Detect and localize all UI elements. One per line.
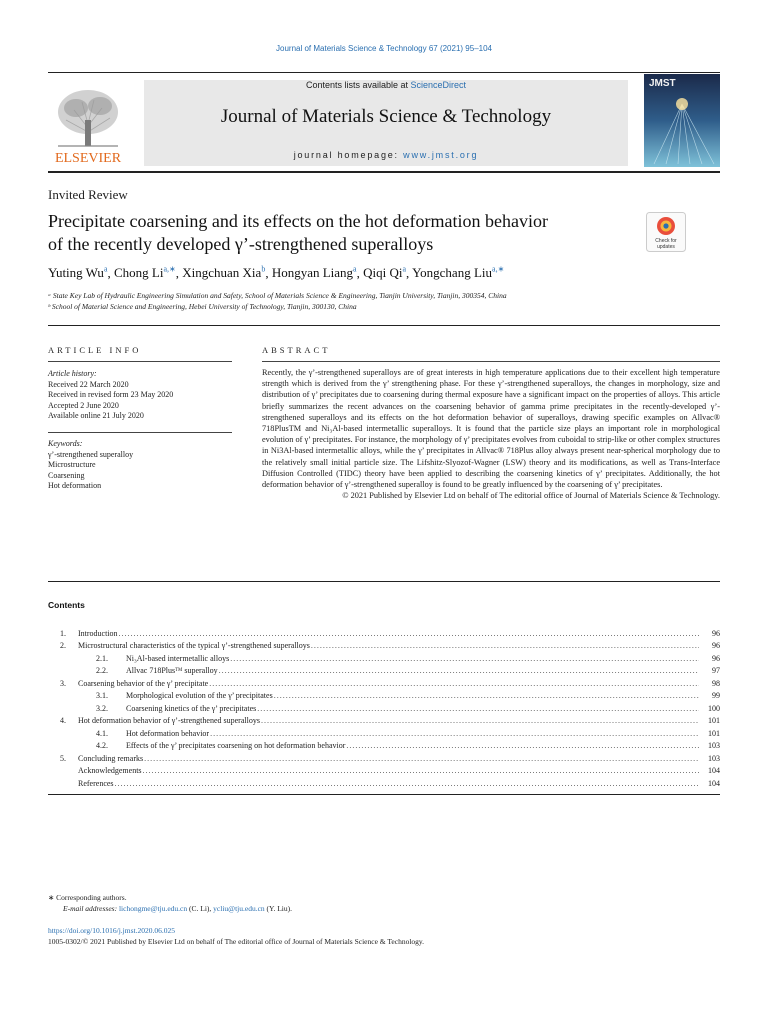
toc-label[interactable]: References [78,778,114,788]
article-info-heading: ARTICLE INFO [48,345,142,355]
issn-copyright: 1005-0302/© 2021 Published by Elsevier Ltd on behalf of The editorial office of Journal of Materials Science & Technology. [48,937,425,946]
abstract-heading: ABSTRACT [262,345,331,355]
toc-entry[interactable] [48,763,720,776]
email-link-li[interactable]: lichongme@tju.edu.cn [118,904,188,913]
author-affiliation-marker[interactable]: b [261,265,266,274]
corresponding-note: ∗ Corresponding authors. [48,893,127,902]
article-history [48,369,232,422]
check-label-2: updates [657,244,675,250]
affiliation-b: ᵇ School of Material Science and Engineering, Hebei University of Technology, Tianjin, 300130, China [48,302,357,311]
toc-leader [257,704,699,713]
sciencedirect-link[interactable]: ScienceDirect [410,80,467,90]
header-top-rule [48,72,720,73]
author-name[interactable]: Hongyan Liang$^a$ [271,265,357,281]
toc-number: 2. [60,641,66,650]
toc-number: 5. [60,753,66,763]
journal-title: Journal of Materials Science & Technology [220,106,552,127]
history-online: Available online 21 July 2020 [48,411,144,420]
author-affiliation-marker[interactable]: a [402,265,407,274]
toc-label[interactable]: Acknowledgements [78,766,142,775]
author-affiliation-marker[interactable]: a [103,265,108,274]
toc-leader [346,741,699,750]
toc-label[interactable]: Microstructural characteristics of the typical γ’-strengthened superalloys [78,641,310,650]
email-link-liu[interactable]: ycliu@tju.edu.cn [213,904,265,913]
author-name[interactable]: Qiqi Qi$^a$ [363,265,407,281]
keyword: γ’-strengthened superalloy [48,449,134,459]
author-name[interactable]: Xingchuan Xia$^b$ [182,265,266,281]
toc-subnumber: 3.2. [96,703,108,713]
toc-entry[interactable] [48,713,720,726]
toc-subnumber: 4.2. [96,741,108,750]
toc-label[interactable]: Coarsening kinetics of the γ’ precipitates [126,703,257,713]
toc-leader [274,691,699,700]
toc-leader [261,716,699,725]
toc-leader [144,754,699,763]
keyword: Coarsening [48,470,85,480]
toc-entry[interactable] [48,775,720,788]
keywords-label: Keywords: [48,439,83,448]
toc-label[interactable]: Allvac 718Plusᵀᴹ superalloy [126,666,218,675]
toc-label[interactable]: Concluding remarks [78,753,144,763]
toc-label[interactable]: Effects of the γ’ precipitates coarsening on hot deformation behavior [126,741,346,750]
toc-page: 96 [712,641,720,650]
toc-entry[interactable] [48,750,720,763]
header-bottom-rule [48,171,720,173]
contents-bottom-rule [48,794,720,795]
elsevier-logo [48,80,128,165]
toc-subnumber: 2.2. [96,666,108,675]
history-revised: Received in revised form 23 May 2020 [48,390,174,399]
toc-leader [311,641,699,650]
toc-page: 101 [708,716,720,725]
toc-page: 104 [708,778,720,788]
table-of-contents [48,625,720,788]
toc-subnumber: 4.1. [96,728,108,738]
section-rule [48,325,720,326]
keywords-rule [48,432,232,433]
affiliation-a: ᵃ State Key Lab of Hydraulic Engineering Simulation and Safety, School of Materials Science & Engineering, Tianjin University, Tianjin, 300354, China [48,291,507,300]
contents-top-rule [48,581,720,582]
toc-label[interactable]: Ni₃Al-based intermetallic alloys [126,653,230,663]
toc-number: 4. [60,716,66,725]
abstract-rule [262,361,720,362]
abstract-text: Recently, the γ’-strengthened superalloys are of great interests in high temperature applications due to their excellent high temperature strength which is derived from the γ’ strengthening phase. For these γ’-strengthened superalloys, the changes in morphology, size and distribution of γ’ precipitates due to coarsening during thermal exposure have a significant impact on the properties of alloys. This article briefly summarizes the recent advances on the coarsening behavior of gamma prime precipitates in the recently-developed γ’-strengthened superalloys and its effects on the hot deformation behavior of superalloys, drawing specific examples on Allvac® 718PlusTM and Ni₃Al-based intermetallic superalloys. It is found that the particle size plays an important role in morphological evolution of γ’ precipitates. For instance, the morphology of γ’ precipitates evolves from cuboidal to strip-like or other complex structures in Ni3Al-based intermetallic alloys, while the γ’ precipitates in Allvac® 718Plus alloy always present near-spherical morphology due to the relatively small initial particle size. The Lifshitz-Slyozof-Wagner (LSW) theory and its modifications, as well as Trans-Interface Diffusion Controlled (TIDC) theory have been applied to describing the coarsening kinetics of γ’ precipitates. Additionally, the hot deformation behavior of γ’-strengthened superalloy is found to be greatly influenced by the coarsening of γ’ precipitates. [262,368,720,490]
journal-cover[interactable] [644,74,720,167]
author-name[interactable]: Yongchang Liu$^{a,∗}$ [412,265,505,281]
toc-page: 104 [708,766,720,775]
author-affiliation-marker[interactable]: a,∗ [163,265,176,274]
check-for-updates-badge[interactable] [646,212,686,252]
author-affiliation-marker[interactable]: a [353,265,357,274]
toc-leader [209,679,699,688]
toc-page: 96 [712,653,720,663]
toc-page: 98 [712,678,720,688]
toc-label[interactable]: Coarsening behavior of the γ’ precipitate [78,678,209,688]
keyword: Microstructure [48,460,96,469]
toc-number: 3. [60,678,66,688]
author-list: Yuting Wu$^a$, Chong $Li^{a,∗}$, Xingchuan Xia$^b$, Hongyan Liang$^a$, Qiqi Qi$^a$, Yongchang Liu$^{a,∗}$ [48,265,505,281]
journal-homepage: journal homepage: www.jmst.org [293,150,479,160]
check-for-updates-icon [646,212,686,252]
toc-label[interactable]: Hot deformation behavior [126,728,210,738]
contents-heading: Contents [48,600,85,610]
paper-title-line-1: Precipitate coarsening and its effects on the hot deformation behavior [48,211,549,231]
author-name[interactable]: Chong $Li^{a,∗}$ [114,265,176,281]
check-label-1: Check for [655,238,677,244]
toc-entry[interactable] [48,738,720,751]
toc-subnumber: 3.1. [96,691,108,700]
toc-label[interactable]: Morphological evolution of the γ’ precipitates [126,691,273,700]
history-received: Received 22 March 2020 [48,379,129,389]
toc-page: 100 [708,703,720,713]
homepage-link[interactable]: www.jmst.org [403,150,479,160]
toc-leader [230,654,699,663]
doi-link[interactable]: https://doi.org/10.1016/j.jmst.2020.06.025 [48,926,175,935]
toc-page: 103 [708,753,720,763]
toc-entry[interactable] [48,688,720,701]
toc-entry[interactable] [48,725,720,738]
keyword: Hot deformation [48,481,102,490]
contents-available: Contents lists available at ScienceDirect [305,80,467,90]
abstract-body [262,367,720,501]
toc-subnumber: 2.1. [96,653,108,663]
abstract-copyright: © 2021 Published by Elsevier Ltd on behalf of The editorial office of Journal of Materials Science & Technology. [342,491,720,501]
toc-entry[interactable] [48,700,720,713]
toc-page: 103 [708,741,720,750]
email-note: E-mail addresses: lichongme@tju.edu.cn (C. Li), ycliu@tju.edu.cn (Y. Liu). [63,904,293,913]
toc-entry[interactable] [48,650,720,663]
toc-number: 1. [60,628,66,638]
cover-label: JMST [649,78,676,89]
journal-citation[interactable]: Journal of Materials Science & Technology 67 (2021) 95–104 [276,44,492,53]
toc-label[interactable]: Introduction [78,628,118,638]
toc-leader [219,666,699,675]
toc-entry[interactable] [48,638,720,651]
toc-page: 97 [712,666,720,675]
article-type: Invited Review [48,187,128,202]
toc-page: 96 [712,628,720,638]
toc-entry[interactable] [48,675,720,688]
author-affiliation-marker[interactable]: a,∗ [492,265,505,274]
toc-leader [115,779,699,788]
toc-entry[interactable] [48,625,720,638]
toc-leader [143,766,699,775]
toc-leader [210,729,699,738]
elsevier-wordmark: ELSEVIER [54,151,122,165]
history-label: Article history: [48,369,97,378]
toc-page: 99 [712,691,720,700]
paper-title-line-2: of the recently developed γ’-strengthened superalloys [48,234,434,254]
paper-title [48,210,638,256]
toc-page: 101 [708,728,720,738]
toc-label[interactable]: Hot deformation behavior of γ’-strengthened superalloys [78,716,260,725]
keywords [48,439,232,492]
toc-leader [119,629,699,638]
history-accepted: Accepted 2 June 2020 [48,400,119,410]
article-info-rule [48,361,232,362]
author-name[interactable]: Yuting Wu$^a$ [48,265,108,281]
toc-entry[interactable] [48,663,720,676]
